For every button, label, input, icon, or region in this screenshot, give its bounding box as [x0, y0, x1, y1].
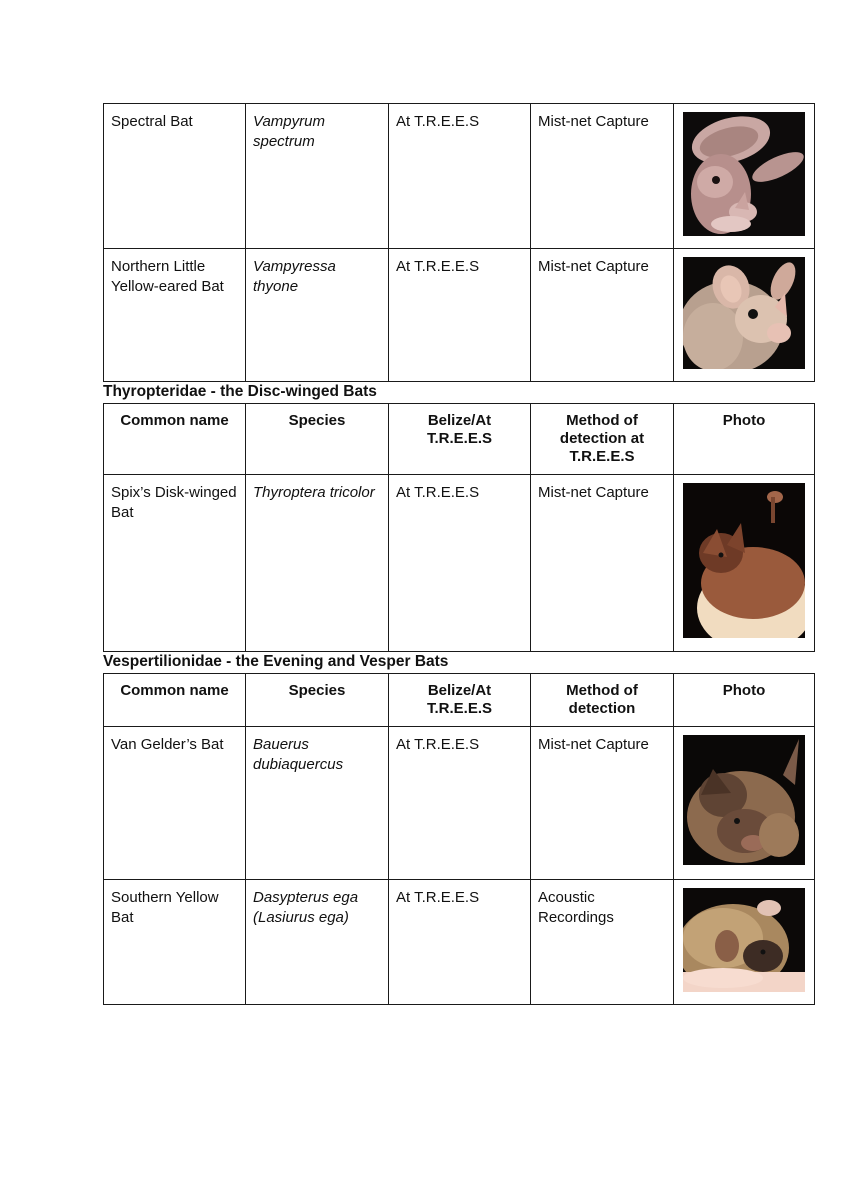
- species-cell: Bauerus dubiaquercus: [246, 727, 389, 880]
- van-gelders-bat-photo: [683, 735, 805, 865]
- common-name-cell: Van Gelder’s Bat: [104, 727, 246, 880]
- table-row: [104, 880, 815, 1005]
- photo-cell: [674, 880, 815, 1005]
- header-belize: Belize/At T.R.E.E.S: [389, 404, 531, 475]
- header-species: Species: [246, 674, 389, 727]
- header-species: Species: [246, 404, 389, 475]
- disk-winged-bat-photo: [683, 483, 805, 638]
- photo-cell: [674, 475, 815, 652]
- phyllostomid-table: [103, 103, 815, 382]
- common-name-cell: Spectral Bat: [104, 104, 246, 249]
- southern-yellow-bat-photo: [683, 888, 805, 992]
- status-cell: At T.R.E.E.S: [389, 475, 531, 652]
- species-cell: Vampyrum spectrum: [246, 104, 389, 249]
- status-cell: At T.R.E.E.S: [389, 727, 531, 880]
- photo-cell: [674, 249, 815, 382]
- spectral-bat-photo: [683, 112, 805, 236]
- photo-cell: [674, 727, 815, 880]
- header-method: Method of detection: [531, 674, 674, 727]
- header-belize: Belize/At T.R.E.E.S: [389, 674, 531, 727]
- thyropteridae-table: [103, 403, 815, 652]
- table-header-row: [104, 674, 815, 727]
- method-cell: Mist-net Capture: [531, 475, 674, 652]
- method-cell: Mist-net Capture: [531, 104, 674, 249]
- table-header-row: [104, 404, 815, 475]
- method-cell: Mist-net Capture: [531, 727, 674, 880]
- section-title-vespertilionidae: Vespertilionidae - the Evening and Vesper Bats: [103, 653, 449, 670]
- header-photo: Photo: [674, 404, 815, 475]
- common-name-cell: Southern Yellow Bat: [104, 880, 246, 1005]
- photo-cell: [674, 104, 815, 249]
- species-cell: Dasypterus ega (Lasiurus ega): [246, 880, 389, 1005]
- common-name-cell: Northern Little Yellow-eared Bat: [104, 249, 246, 382]
- vespertilionidae-table: [103, 673, 815, 1005]
- common-name-cell: Spix’s Disk-winged Bat: [104, 475, 246, 652]
- table-row: [104, 104, 815, 249]
- status-cell: At T.R.E.E.S: [389, 249, 531, 382]
- table-row: [104, 727, 815, 880]
- header-method: Method of detection at T.R.E.E.S: [531, 404, 674, 475]
- section-title-thyropteridae: Thyropteridae - the Disc-winged Bats: [103, 383, 377, 400]
- status-cell: At T.R.E.E.S: [389, 104, 531, 249]
- yellow-eared-bat-photo: [683, 257, 805, 369]
- species-cell: Thyroptera tricolor: [246, 475, 389, 652]
- header-common-name: Common name: [104, 674, 246, 727]
- table-row: [104, 249, 815, 382]
- header-common-name: Common name: [104, 404, 246, 475]
- header-photo: Photo: [674, 674, 815, 727]
- method-cell: Mist-net Capture: [531, 249, 674, 382]
- species-cell: Vampyressa thyone: [246, 249, 389, 382]
- status-cell: At T.R.E.E.S: [389, 880, 531, 1005]
- method-cell: Acoustic Recordings: [531, 880, 674, 1005]
- table-row: [104, 475, 815, 652]
